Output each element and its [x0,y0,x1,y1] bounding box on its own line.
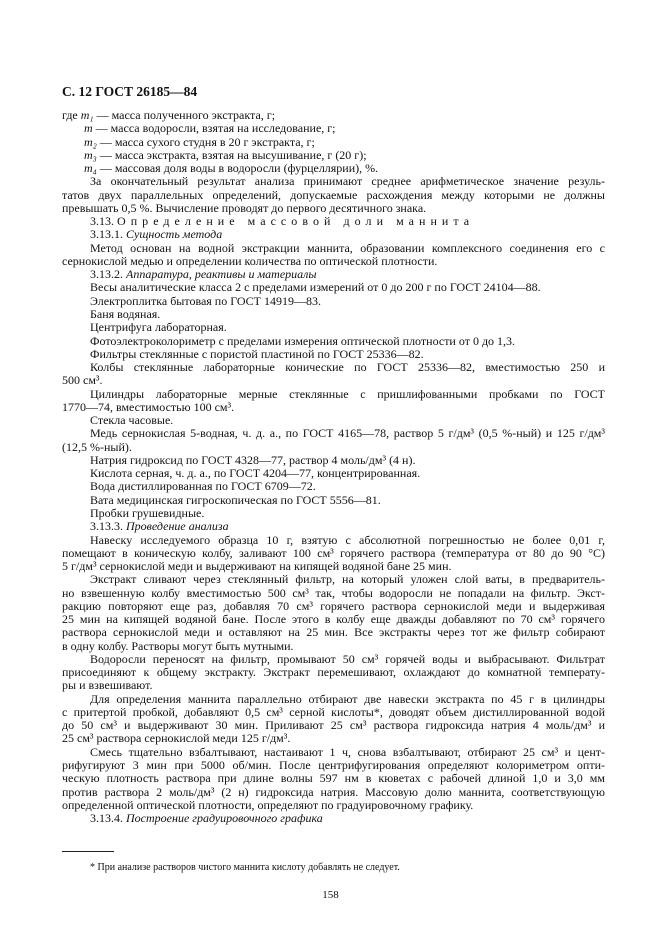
line-text: — масса экстракта, взятая на высушивание, г (20 г); [96,147,367,162]
line-text: 25 мин на кипящей водяной бане. После этого в колбу еще дважды добавляют по 70 см³ горячего [62,613,605,627]
line-text: Натрия гидроксид по ГОСТ 4328—77, раствор 4 моль/дм³ (4 н). [90,452,416,467]
line-text: ры и взвешивают. [62,678,153,693]
text-line [62,122,605,135]
footnote-divider [62,851,114,852]
subsection-title: Аппаратура, реактивы и материалы [126,267,317,282]
line-text: ческую плотность раствора при длине волны 597 нм в кюветах с рабочей длиной 1,0 и 3,0 мм [62,772,605,786]
line-prefix: где [62,108,81,122]
text-line [62,560,605,573]
line-text: татов двух параллельных определений, допускаемые расхождения между которыми не должны [62,188,605,202]
line-text: — масса сухого студня в 20 г экстракта, г; [96,134,315,149]
variable-symbol: m₁ [80,108,94,122]
line-text: Стекла часовые. [90,413,174,428]
text-line [62,706,605,719]
line-text: но взвешенную колбу вместимостью 500 см³ так, чтобы водоросли не попадали на фильтр. Экст- [62,586,605,600]
text-line [62,732,605,745]
line-text: Электроплитка бытовая по ГОСТ 14919—83. [90,293,322,308]
line-text: Для определения маннита параллельно отбирают две навески экстракта по 45 г в цилиндры [90,692,605,706]
text-line [62,361,605,374]
line-text: Колбы стеклянные лабораторные конические по ГОСТ 25336—82, вместимостью 250 и [90,361,605,375]
line-prefix: 3.13.3. [90,519,126,534]
line-text: раствора сернокислой меди и оставляют на 25 мин. Все экстракты через тот же фильтр собирают [62,626,605,640]
line-text: — масса полученного экстракта, г; [93,108,276,122]
line-text: Кислота серная, ч. д. а., по ГОСТ 4204—77, концентрированная. [90,466,421,481]
line-text: Фильтры стеклянные с пористой пластиной по ГОСТ 25336—82. [90,346,424,361]
page-number: 158 [322,889,339,901]
document-body [62,109,605,825]
line-text: За окончательный результат анализа принимают среднее арифметическое значение резуль- [90,175,605,189]
text-line [62,679,605,692]
text-line [62,335,605,348]
text-line [62,321,605,334]
line-text: Медь сернокислая 5-водная, ч. д. а., по ГОСТ 4165—78, раствор 5 г/дм³ (0,5 %-ный) и 125 г/дм³ [90,427,605,441]
line-text: — массовая доля воды в водоросли (фурцеллярии), %. [96,161,379,176]
line-text: 25 см³ раствора сернокислой меди 125 г/дм³. [62,731,291,746]
text-line [62,746,605,759]
line-text: превышать 0,5 %. Вычисление проводят до первого десятичного знака. [62,200,427,215]
text-line [62,268,605,281]
text-line [62,162,605,175]
line-text: Баня водяная. [90,306,161,321]
text-line [62,441,605,454]
line-text: помещают в коническую колбу, заливают 100 см³ горячего раствора (температура от 80 до 90 °С) [62,546,605,560]
text-line [62,573,605,586]
line-prefix: 3.13.4. [90,811,126,826]
line-text: 500 см³. [62,373,103,388]
text-line [62,348,605,361]
text-line [62,414,605,427]
line-text: 1770—74, вместимостью 100 см³. [62,399,235,414]
text-line [62,281,605,294]
line-text: против раствора 2 моль/дм³ (2 н) гидроксида натрия. Массовую долю маннита, соответствующую [62,785,605,799]
text-line [62,666,605,679]
text-line [62,308,605,321]
text-line [62,653,605,666]
subsection-title: Проведение анализа [126,519,229,534]
text-line [62,149,605,162]
text-line [62,600,605,613]
variable-symbol: m [84,121,93,136]
text-line [62,427,605,440]
page-header: С. 12 ГОСТ 26185—84 [62,84,198,99]
text-line [62,494,605,507]
line-text: Цилиндры лабораторные мерные стеклянные с пришлифованными пробками по ГОСТ [90,387,605,401]
line-text: рифугируют 3 мин при 5000 об/мин. После центрифугирования определяют колориметром опти- [62,759,605,773]
line-text: 5 г/дм³ сернокислой меди и выдерживают на кипящей водяной бане 25 мин. [62,559,452,574]
line-text: Вата медицинская гигроскопическая по ГОСТ 5556—81. [90,492,381,507]
text-line [62,454,605,467]
footnote: * При анализе растворов чистого маннита кислоту добавлять не следует. [90,862,400,873]
text-line [62,189,605,202]
text-line [62,507,605,520]
text-line [62,520,605,533]
text-line [62,175,605,188]
line-text: Метод основан на водной экстракции маннита, образовании комплексного соединения его с [90,241,605,255]
line-text: определенной оптической плотности, определяют по градуировочному графику. [62,797,474,812]
line-text: Экстракт сливают через стеклянный фильтр, на который уложен слой ваты, в предваритель- [90,573,605,587]
line-text: присоединяют к общему экстракту. Экстракт перемешивают, охлаждают до комнатной температу- [62,666,605,680]
text-line [62,480,605,493]
subsection-title: Сущность метода [126,227,223,242]
subsection-title: Построение градуировочного графика [126,811,323,826]
text-line [62,215,605,228]
text-line [62,255,605,268]
line-text: сернокислой медью и определении количества по оптической плотности. [62,253,438,268]
variable-symbol: m₂ [84,134,97,149]
line-text: с притертой пробкой, добавляют 0,5 см³ серной кислоты*, доводят объем дистиллированной водой [62,705,605,719]
line-text: Навеску исследуемого образца 10 г, взятую с абсолютной погрешностью не более 0,01 г, [90,533,605,547]
text-line [62,759,605,772]
text-line [62,772,605,785]
text-line [62,467,605,480]
text-line [62,295,605,308]
text-line [62,242,605,255]
text-line [62,547,605,560]
variable-symbol: m₃ [84,147,97,162]
text-line [62,693,605,706]
text-line [62,374,605,387]
variable-symbol: m₄ [84,161,97,176]
text-line [62,799,605,812]
text-line [62,640,605,653]
line-text: ракцию повторяют еще раз, добавляя 70 см³ горячего раствора сернокислой меди и выдерживая [62,599,605,613]
text-line [62,613,605,626]
section-heading: Определение массовой доли маннита [117,214,475,229]
text-line [62,587,605,600]
line-text: (12,5 %-ный). [62,439,132,454]
text-line [62,401,605,414]
text-line [62,534,605,547]
text-line [62,136,605,149]
line-text: до 50 см³ и выдерживают 30 мин. Приливают 25 см³ раствора гидроксида натрия 4 моль/дм³ и [62,719,605,733]
text-line [62,388,605,401]
line-text: Водоросли переносят на фильтр, промывают 50 см³ горячей воды и выбрасывают. Фильтрат [90,652,605,666]
text-line [62,719,605,732]
line-prefix: 3.13.2. [90,267,126,282]
line-text: Вода дистиллированная по ГОСТ 6709—72. [90,479,316,494]
line-text: в одну колбу. Растворы могут быть мутными. [62,638,294,653]
line-prefix: 3.13. [90,214,117,229]
text-line [62,626,605,639]
text-line [62,228,605,241]
text-line [62,786,605,799]
text-line [62,202,605,215]
line-text: Фотоэлектроколориметр с пределами измерения оптической плотности от 0 до 1,3. [90,333,516,348]
line-text: Весы аналитические класса 2 с пределами измерений от 0 до 200 г по ГОСТ 24104—88. [90,280,541,295]
line-text: Смесь тщательно взбалтывают, настаивают 1 ч, снова взбалтывают, отбирают 25 см³ и цент- [90,745,605,759]
line-text: Центрифуга лабораторная. [90,320,227,335]
line-text: Пробки грушевидные. [90,505,205,520]
text-line [62,109,605,122]
line-prefix: 3.13.1. [90,227,126,242]
line-text: — масса водоросли, взятая на исследование, г; [92,121,336,136]
text-line [62,812,605,825]
